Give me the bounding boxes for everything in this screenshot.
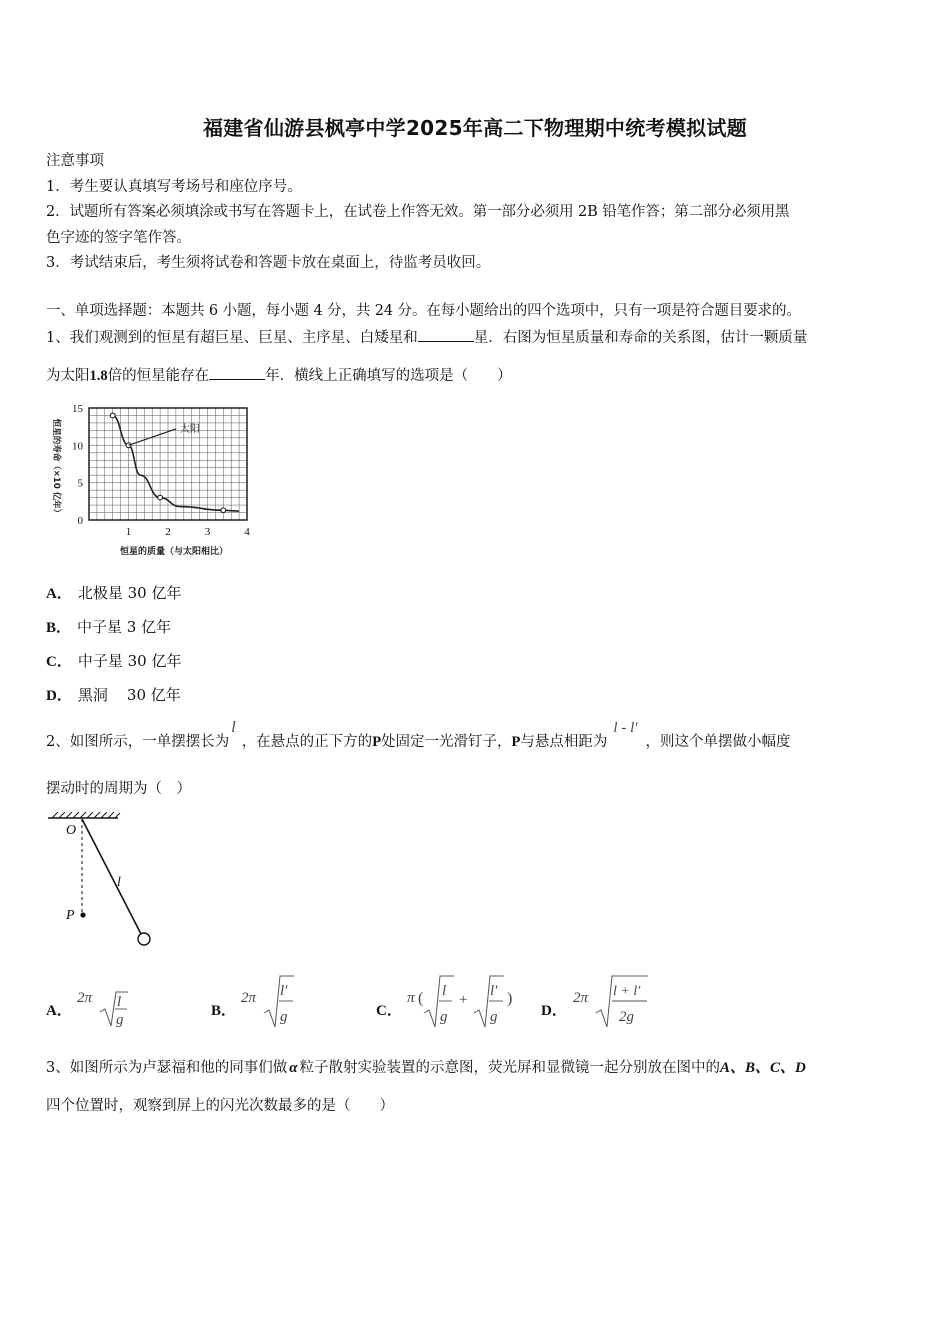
option-text: 黑洞 30 亿年	[77, 686, 181, 704]
q1-option-c[interactable]	[46, 650, 181, 671]
option-letter: D．	[541, 1003, 567, 1019]
nail-label-p: P	[66, 908, 75, 923]
svg-text:2π: 2π	[77, 990, 93, 1006]
option-letter: C．	[46, 654, 72, 670]
q2-text: ，则这个单摆做小幅度	[645, 734, 791, 750]
q2-option-b-formula[interactable]	[238, 973, 300, 1029]
q1-mass-ratio: 1.8	[89, 368, 108, 384]
page-title: 福建省仙游县枫亭中学2025年高二下物理期中统考模拟试题	[202, 116, 748, 140]
option-letter: C．	[376, 1003, 402, 1019]
data-point	[221, 508, 226, 513]
svg-text:(: (	[418, 990, 424, 1007]
svg-text:g: g	[490, 1009, 498, 1025]
notice-item: 色字迹的签字笔作答。	[46, 230, 191, 246]
q1-text: 倍的恒星能存在	[107, 368, 210, 384]
q3-text: 粒子散射实验装置的示意图，荧光屏和显微镜一起分别放在图中的	[299, 1060, 721, 1076]
notice-item: 3．考试结束后，考生须将试卷和答题卡放在桌面上，待监考员收回。	[46, 255, 491, 271]
svg-text:l: l	[442, 983, 447, 999]
option-letter: B．	[211, 1003, 237, 1019]
section-heading: 一、单项选择题：本题共 6 小题，每小题 4 分，共 24 分。在每小题给出的四个选项中，只有一项是符合题目要求的。	[46, 303, 801, 319]
svg-text:g: g	[440, 1009, 448, 1025]
y-tick-label: 15	[72, 403, 83, 415]
q1-text: 星．右图为恒星质量和寿命的关系图，估计一颗质量	[473, 330, 808, 346]
pivot-label-o: O	[66, 823, 77, 838]
q2-text: 与悬点相距为	[520, 734, 608, 750]
data-point	[110, 413, 115, 418]
notice-item: 2．试题所有答案必须填涂或书写在答题卡上，在试卷上作答无效。第一部分必须用 2B 铅笔作答；第二部分必须用黑	[46, 204, 790, 220]
q2-option-d-formula[interactable]	[570, 973, 652, 1029]
string-length-label: l	[117, 875, 121, 890]
q2-distance-symbol: l - l′	[613, 720, 638, 736]
svg-text:g: g	[280, 1009, 288, 1025]
data-point	[158, 495, 163, 500]
y-tick-label: 5	[77, 477, 83, 490]
svg-text:+: +	[459, 992, 468, 1008]
pendulum-bob	[138, 933, 150, 945]
q1-text: 为太阳	[46, 368, 90, 384]
pendulum-string	[82, 819, 141, 934]
x-tick-label: 1	[125, 526, 132, 538]
q3-alpha-symbol: α	[289, 1060, 298, 1076]
chart-grid	[89, 408, 247, 520]
svg-text:2π: 2π	[241, 990, 257, 1006]
q1-blank-1	[418, 327, 474, 342]
q2-option-c-formula[interactable]	[404, 973, 522, 1029]
svg-text:g: g	[116, 1012, 124, 1028]
option-letter: A．	[46, 586, 72, 602]
q3-stem-line2: 四个位置时，观察到屏上的闪光次数最多的是（ ）	[46, 1098, 394, 1114]
q2-stem-line2: 摆动时的周期为（ ）	[46, 781, 191, 797]
y-tick-label: 0	[77, 515, 83, 527]
q1-text: 1、我们观测到的恒星有超巨星、巨星、主序星、白矮星和	[46, 330, 418, 346]
pendulum-figure	[44, 812, 159, 952]
svg-text:l: l	[117, 994, 122, 1010]
option-text: 中子星 3 亿年	[77, 618, 172, 636]
chart-ylabel: 恒星的寿命（×10 亿年）	[51, 418, 61, 518]
svg-text:π: π	[407, 990, 415, 1006]
q1-blank-2	[209, 365, 265, 380]
q2-text: 2、如图所示，一单摆摆长为	[46, 734, 230, 750]
q2-option-a-formula[interactable]	[74, 982, 134, 1030]
option-letter: D．	[46, 688, 72, 704]
y-tick-label: 10	[72, 440, 83, 453]
svg-text:): )	[507, 990, 513, 1007]
q2-text: 处固定一光滑钉子，	[381, 734, 512, 750]
svg-text:2g: 2g	[619, 1009, 634, 1025]
q1-text: 年．横线上正确填写的选项是（ ）	[265, 368, 512, 384]
x-tick-label: 2	[165, 526, 171, 538]
option-letter: A．	[46, 1003, 72, 1019]
notice-item: 1．考生要认真填写考场号和座位序号。	[46, 179, 302, 195]
q1-stem-line1	[46, 327, 807, 348]
svg-text:l + l′: l + l′	[613, 984, 641, 999]
svg-text:l′: l′	[280, 983, 288, 999]
q1-option-a[interactable]	[46, 582, 181, 603]
x-tick-label: 3	[204, 526, 211, 538]
svg-text:l′: l′	[490, 983, 498, 999]
ceiling-hatching	[52, 812, 120, 818]
q1-stem-line2	[46, 365, 512, 386]
q2-text: ，在悬点的正下方的	[241, 734, 373, 750]
x-tick-label: 4	[244, 526, 250, 538]
q1-option-d[interactable]	[46, 684, 181, 705]
sun-annotation-label: 太阳	[179, 423, 200, 435]
q2-p-label: P	[511, 734, 521, 750]
chart-xlabel: 恒星的质量（与太阳相比）	[119, 547, 229, 557]
svg-text:2π: 2π	[573, 990, 589, 1006]
q2-stem-line1	[46, 719, 791, 752]
option-text: 中子星 30 亿年	[77, 652, 182, 670]
option-text: 北极星 30 亿年	[77, 584, 182, 602]
q3-text: 3、如图所示为卢瑟福和他的同事们做	[46, 1060, 288, 1076]
q3-stem-line1	[46, 1058, 806, 1078]
option-letter: B．	[46, 620, 72, 636]
q3-point-labels: A、B、C、D	[720, 1060, 806, 1076]
notice-heading: 注意事项	[46, 153, 104, 169]
star-lifetime-chart	[44, 398, 259, 563]
nail-point	[80, 912, 85, 917]
q1-option-b[interactable]	[46, 616, 171, 637]
q2-l-symbol: l	[231, 719, 236, 736]
q2-option-d[interactable]	[541, 999, 573, 1020]
q2-p-label: P	[372, 734, 382, 750]
